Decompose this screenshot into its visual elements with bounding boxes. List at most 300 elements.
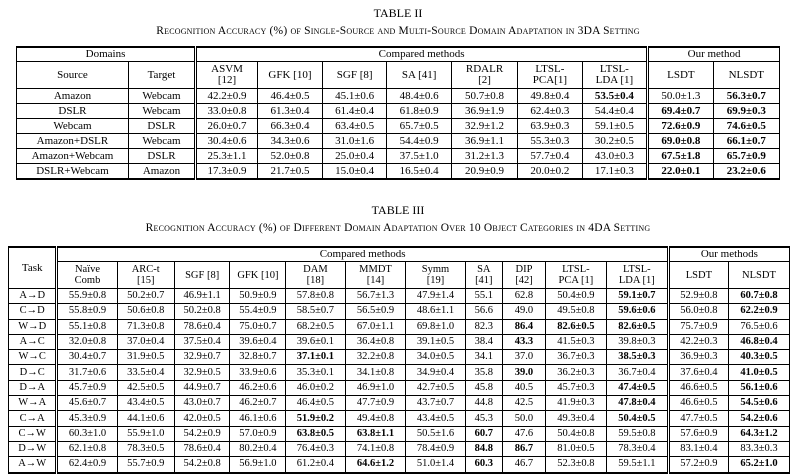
value-cell: 30.2±0.5: [582, 134, 647, 149]
value-cell: 36.7±0.3: [545, 350, 606, 365]
value-cell: 65.7±0.5: [387, 119, 451, 134]
value-cell: 58.5±0.7: [286, 304, 345, 319]
value-cell: 78.3±0.5: [117, 441, 174, 456]
value-cell: 78.4±0.9: [406, 441, 465, 456]
value-cell: 50.4±0.8: [545, 426, 606, 441]
method-header-line: Symm: [421, 264, 450, 275]
value-cell: 83.1±0.4: [668, 441, 728, 456]
value-cell: 31.7±0.6: [57, 365, 117, 380]
value-cell: 82.3: [465, 319, 502, 334]
table-row: [17, 89, 780, 104]
target-cell: Webcam: [128, 104, 195, 119]
value-cell: 34.0±0.5: [406, 350, 465, 365]
value-cell: 17.3±0.9: [196, 164, 258, 180]
asvm-header: ASVM [12]: [196, 62, 258, 89]
value-cell: 43.0±0.3: [582, 149, 647, 164]
value-cell: 54.2±0.9: [174, 426, 230, 441]
value-cell: 64.3±1.2: [728, 426, 789, 441]
value-cell: 34.9±0.4: [406, 365, 465, 380]
value-cell: 45.8: [465, 380, 502, 395]
value-cell: 41.0±0.5: [728, 365, 789, 380]
value-cell: 62.8: [503, 289, 546, 304]
table-row: [9, 289, 790, 304]
value-cell: 55.9±1.0: [117, 426, 174, 441]
value-cell: 65.2±1.0: [728, 457, 789, 473]
task-cell: W→A: [9, 396, 57, 411]
value-cell: 60.3±1.0: [57, 426, 117, 441]
value-cell: 38.4: [465, 334, 502, 349]
value-cell: 37.1±0.1: [286, 350, 345, 365]
value-cell: 53.5±0.4: [582, 89, 647, 104]
value-cell: 46.2±0.6: [230, 380, 286, 395]
value-cell: 57.0±0.9: [230, 426, 286, 441]
value-cell: 69.8±1.0: [406, 319, 465, 334]
value-cell: 56.6: [465, 304, 502, 319]
value-cell: 38.5±0.3: [606, 350, 668, 365]
value-cell: 36.4±0.8: [345, 334, 406, 349]
value-cell: 32.0±0.8: [57, 334, 117, 349]
table-row: [9, 350, 790, 365]
value-cell: 42.2±0.3: [668, 334, 728, 349]
value-cell: 61.2±0.4: [286, 457, 345, 473]
value-cell: 36.9±1.9: [451, 104, 517, 119]
method-header: [728, 262, 789, 289]
table-row: [9, 441, 790, 456]
value-cell: 52.3±0.8: [545, 457, 606, 473]
value-cell: 45.7±0.9: [57, 380, 117, 395]
value-cell: 32.8±0.7: [230, 350, 286, 365]
value-cell: 47.4±0.5: [606, 380, 668, 395]
value-cell: 40.3±0.5: [728, 350, 789, 365]
method-header-line: [19]: [426, 275, 445, 286]
value-cell: 59.1±0.5: [582, 119, 647, 134]
value-cell: 25.3±1.1: [196, 149, 258, 164]
value-cell: 46.7: [503, 457, 546, 473]
value-cell: 55.9±0.8: [57, 289, 117, 304]
value-cell: 45.1±0.6: [322, 89, 386, 104]
value-cell: 34.3±0.6: [258, 134, 323, 149]
value-cell: 48.4±0.6: [387, 89, 451, 104]
method-header-line: [41]: [475, 275, 493, 286]
value-cell: 46.4±0.5: [258, 89, 323, 104]
value-cell: 42.0±0.5: [174, 411, 230, 426]
value-cell: 63.9±0.3: [518, 119, 582, 134]
gfk-header: GFK [10]: [258, 62, 323, 89]
rdalr-header: RDALR [2]: [451, 62, 517, 89]
method-header-line: [42]: [515, 275, 533, 286]
value-cell: 76.5±0.6: [728, 319, 789, 334]
value-cell: 35.8: [465, 365, 502, 380]
value-cell: 55.1: [465, 289, 502, 304]
value-cell: 62.4±0.3: [518, 104, 582, 119]
method-header: [174, 262, 230, 289]
value-cell: 65.7±0.9: [713, 149, 779, 164]
value-cell: 22.0±0.1: [648, 164, 713, 180]
value-cell: 46.4±0.5: [286, 396, 345, 411]
value-cell: 32.9±1.2: [451, 119, 517, 134]
value-cell: 33.9±0.6: [230, 365, 286, 380]
method-header: [465, 262, 502, 289]
value-cell: 46.2±0.7: [230, 396, 286, 411]
value-cell: 39.8±0.3: [606, 334, 668, 349]
value-cell: 61.8±0.9: [387, 104, 451, 119]
value-cell: 36.9±1.1: [451, 134, 517, 149]
value-cell: 23.2±0.6: [713, 164, 779, 180]
value-cell: 57.7±0.4: [518, 149, 582, 164]
value-cell: 55.3±0.3: [518, 134, 582, 149]
value-cell: 45.3±0.9: [57, 411, 117, 426]
compared-group-header-3: Compared methods: [57, 247, 668, 262]
value-cell: 17.1±0.3: [582, 164, 647, 180]
value-cell: 71.3±0.8: [117, 319, 174, 334]
value-cell: 20.9±0.9: [451, 164, 517, 180]
value-cell: 49.4±0.8: [345, 411, 406, 426]
value-cell: 57.2±0.9: [668, 457, 728, 473]
value-cell: 39.6±0.1: [286, 334, 345, 349]
value-cell: 75.7±0.9: [668, 319, 728, 334]
value-cell: 82.6±0.5: [545, 319, 606, 334]
task-cell: C→W: [9, 426, 57, 441]
value-cell: 59.5±1.1: [606, 457, 668, 473]
method-header-line: Naïve: [74, 264, 101, 275]
method-header-line: Comb: [74, 275, 101, 286]
value-cell: 56.3±0.7: [713, 89, 779, 104]
value-cell: 44.1±0.6: [117, 411, 174, 426]
value-cell: 31.2±1.3: [451, 149, 517, 164]
method-header: [606, 262, 668, 289]
value-cell: 54.2±0.8: [174, 457, 230, 473]
value-cell: 51.0±1.4: [406, 457, 465, 473]
value-cell: 51.9±0.2: [286, 411, 345, 426]
ltsl-lda-header: LTSL- LDA [1]: [582, 62, 647, 89]
value-cell: 56.0±0.8: [668, 304, 728, 319]
value-cell: 52.9±0.8: [668, 289, 728, 304]
table-row: [9, 365, 790, 380]
value-cell: 55.7±0.9: [117, 457, 174, 473]
value-cell: 37.5±1.0: [387, 149, 451, 164]
source-cell: Amazon+DSLR: [17, 134, 129, 149]
method-header-line: LTSL-: [562, 264, 590, 275]
method-header-line: SGF [8]: [185, 269, 220, 281]
method-header-line: LSDT: [685, 269, 712, 281]
value-cell: 67.5±1.8: [648, 149, 713, 164]
value-cell: 31.9±0.5: [117, 350, 174, 365]
ours-group-header-3: Our methods: [668, 247, 789, 262]
value-cell: 63.8±1.1: [345, 426, 406, 441]
value-cell: 52.0±0.8: [258, 149, 323, 164]
value-cell: 41.9±0.3: [545, 396, 606, 411]
value-cell: 46.0±0.2: [286, 380, 345, 395]
task-cell: C→D: [9, 304, 57, 319]
value-cell: 56.7±1.3: [345, 289, 406, 304]
table-row: [17, 104, 780, 119]
value-cell: 46.9±1.0: [345, 380, 406, 395]
value-cell: 63.8±0.5: [286, 426, 345, 441]
target-cell: Webcam: [128, 89, 195, 104]
table2-label: TABLE II: [373, 6, 423, 20]
task-cell: W→C: [9, 350, 57, 365]
value-cell: 57.8±0.8: [286, 289, 345, 304]
table-row: [17, 134, 780, 149]
value-cell: 69.9±0.3: [713, 104, 779, 119]
value-cell: 75.0±0.7: [230, 319, 286, 334]
value-cell: 15.0±0.4: [322, 164, 386, 180]
method-header-line: GFK [10]: [237, 269, 279, 281]
table-row: [9, 457, 790, 473]
value-cell: 50.7±0.8: [451, 89, 517, 104]
task-cell: A→W: [9, 457, 57, 473]
method-header: [503, 262, 546, 289]
value-cell: 37.0±0.4: [117, 334, 174, 349]
value-cell: 47.7±0.9: [345, 396, 406, 411]
value-cell: 56.5±0.9: [345, 304, 406, 319]
value-cell: 50.0±1.3: [648, 89, 713, 104]
table2: [16, 46, 780, 180]
value-cell: 74.6±0.5: [713, 119, 779, 134]
value-cell: 32.9±0.7: [174, 350, 230, 365]
table-row: [9, 411, 790, 426]
value-cell: 49.8±0.4: [518, 89, 582, 104]
value-cell: 35.3±0.1: [286, 365, 345, 380]
value-cell: 39.6±0.4: [230, 334, 286, 349]
lsdt-header: LSDT: [648, 62, 713, 89]
domains-group-header: Domains: [17, 47, 196, 62]
value-cell: 45.7±0.3: [545, 380, 606, 395]
value-cell: 61.4±0.4: [322, 104, 386, 119]
task-cell: C→A: [9, 411, 57, 426]
value-cell: 59.6±0.6: [606, 304, 668, 319]
value-cell: 36.9±0.3: [668, 350, 728, 365]
value-cell: 37.6±0.4: [668, 365, 728, 380]
method-header-line: [15]: [136, 275, 155, 286]
value-cell: 50.4±0.5: [606, 411, 668, 426]
source-cell: Webcam: [17, 119, 129, 134]
method-header: [345, 262, 406, 289]
value-cell: 62.4±0.9: [57, 457, 117, 473]
value-cell: 36.2±0.3: [545, 365, 606, 380]
value-cell: 31.0±1.6: [322, 134, 386, 149]
value-cell: 45.6±0.7: [57, 396, 117, 411]
method-header: [406, 262, 465, 289]
value-cell: 78.3±0.4: [606, 441, 668, 456]
value-cell: 57.6±0.9: [668, 426, 728, 441]
value-cell: 34.1±0.8: [345, 365, 406, 380]
value-cell: 37.0: [503, 350, 546, 365]
value-cell: 46.9±1.1: [174, 289, 230, 304]
source-header: Source: [17, 62, 129, 89]
table-row: [17, 149, 780, 164]
value-cell: 60.7±0.8: [728, 289, 789, 304]
value-cell: 74.1±0.8: [345, 441, 406, 456]
value-cell: 32.2±0.8: [345, 350, 406, 365]
source-cell: DSLR+Webcam: [17, 164, 129, 180]
value-cell: 39.0: [503, 365, 546, 380]
value-cell: 50.6±0.8: [117, 304, 174, 319]
value-cell: 43.4±0.5: [406, 411, 465, 426]
value-cell: 43.0±0.7: [174, 396, 230, 411]
value-cell: 48.6±1.1: [406, 304, 465, 319]
target-cell: Amazon: [128, 164, 195, 180]
target-header: Target: [128, 62, 195, 89]
value-cell: 78.6±0.4: [174, 319, 230, 334]
task-cell: W→D: [9, 319, 57, 334]
value-cell: 63.4±0.5: [322, 119, 386, 134]
value-cell: 49.0: [503, 304, 546, 319]
value-cell: 64.6±1.2: [345, 457, 406, 473]
value-cell: 54.5±0.6: [728, 396, 789, 411]
value-cell: 54.4±0.9: [387, 134, 451, 149]
method-header-line: [18]: [306, 275, 325, 286]
value-cell: 67.0±1.1: [345, 319, 406, 334]
method-header-line: ARC-t: [131, 264, 160, 275]
value-cell: 50.2±0.8: [174, 304, 230, 319]
value-cell: 68.2±0.5: [286, 319, 345, 334]
value-cell: 39.1±0.5: [406, 334, 465, 349]
table-row: [9, 396, 790, 411]
value-cell: 47.8±0.4: [606, 396, 668, 411]
value-cell: 42.7±0.5: [406, 380, 465, 395]
target-cell: DSLR: [128, 149, 195, 164]
task-header: Task: [9, 247, 57, 289]
value-cell: 36.7±0.4: [606, 365, 668, 380]
table-row: [9, 334, 790, 349]
value-cell: 50.2±0.7: [117, 289, 174, 304]
target-cell: Webcam: [128, 134, 195, 149]
method-header: [57, 262, 117, 289]
value-cell: 56.9±1.0: [230, 457, 286, 473]
target-cell: DSLR: [128, 119, 195, 134]
value-cell: 49.5±0.8: [545, 304, 606, 319]
method-header: [286, 262, 345, 289]
method-header-line: MMDT: [359, 264, 392, 275]
value-cell: 86.4: [503, 319, 546, 334]
value-cell: 34.1: [465, 350, 502, 365]
value-cell: 80.2±0.4: [230, 441, 286, 456]
value-cell: 41.5±0.3: [545, 334, 606, 349]
compared-group-header: Compared methods: [196, 47, 648, 62]
value-cell: 44.9±0.7: [174, 380, 230, 395]
value-cell: 78.6±0.4: [174, 441, 230, 456]
value-cell: 54.4±0.4: [582, 104, 647, 119]
value-cell: 50.5±1.6: [406, 426, 465, 441]
value-cell: 46.1±0.6: [230, 411, 286, 426]
value-cell: 62.2±0.9: [728, 304, 789, 319]
method-header-line: DAM: [303, 264, 328, 275]
value-cell: 60.7: [465, 426, 502, 441]
value-cell: 62.1±0.8: [57, 441, 117, 456]
task-cell: D→W: [9, 441, 57, 456]
table3-label: TABLE III: [371, 203, 425, 217]
method-header-line: DIP: [515, 264, 533, 275]
value-cell: 30.4±0.7: [57, 350, 117, 365]
task-cell: A→D: [9, 289, 57, 304]
table-row: [9, 304, 790, 319]
value-cell: 40.5: [503, 380, 546, 395]
table-row: [17, 119, 780, 134]
value-cell: 46.6±0.5: [668, 396, 728, 411]
task-cell: A→C: [9, 334, 57, 349]
value-cell: 76.4±0.3: [286, 441, 345, 456]
value-cell: 42.5: [503, 396, 546, 411]
value-cell: 44.8: [465, 396, 502, 411]
value-cell: 33.5±0.4: [117, 365, 174, 380]
sa-header: SA [41]: [387, 62, 451, 89]
method-header: [117, 262, 174, 289]
value-cell: 50.4±0.9: [545, 289, 606, 304]
method-header-line: [14]: [366, 275, 385, 286]
table-row: [9, 319, 790, 334]
method-header-line: NLSDT: [742, 269, 776, 281]
table3: [8, 246, 790, 474]
value-cell: 47.6: [503, 426, 546, 441]
source-cell: Amazon+Webcam: [17, 149, 129, 164]
value-cell: 37.5±0.4: [174, 334, 230, 349]
value-cell: 72.6±0.9: [648, 119, 713, 134]
value-cell: 60.3: [465, 457, 502, 473]
value-cell: 55.4±0.9: [230, 304, 286, 319]
value-cell: 47.7±0.5: [668, 411, 728, 426]
value-cell: 69.0±0.8: [648, 134, 713, 149]
value-cell: 69.4±0.7: [648, 104, 713, 119]
value-cell: 42.2±0.9: [196, 89, 258, 104]
value-cell: 59.1±0.7: [606, 289, 668, 304]
value-cell: 16.5±0.4: [387, 164, 451, 180]
value-cell: 43.3: [503, 334, 546, 349]
value-cell: 55.1±0.8: [57, 319, 117, 334]
method-header-line: LDA [1]: [618, 275, 655, 286]
value-cell: 50.9±0.9: [230, 289, 286, 304]
value-cell: 47.9±1.4: [406, 289, 465, 304]
table-row: [9, 380, 790, 395]
value-cell: 81.0±0.5: [545, 441, 606, 456]
table-row: [17, 164, 780, 180]
value-cell: 21.7±0.5: [258, 164, 323, 180]
value-cell: 82.6±0.5: [606, 319, 668, 334]
value-cell: 61.3±0.4: [258, 104, 323, 119]
method-header: [668, 262, 728, 289]
method-header-line: SA: [477, 264, 491, 275]
method-header: [230, 262, 286, 289]
method-header: [545, 262, 606, 289]
value-cell: 50.0: [503, 411, 546, 426]
method-header-line: PCA [1]: [558, 275, 594, 286]
value-cell: 30.4±0.6: [196, 134, 258, 149]
ltsl-pca-header: LTSL- PCA[1]: [518, 62, 582, 89]
value-cell: 66.3±0.4: [258, 119, 323, 134]
value-cell: 42.5±0.5: [117, 380, 174, 395]
value-cell: 49.3±0.4: [545, 411, 606, 426]
value-cell: 43.7±0.7: [406, 396, 465, 411]
value-cell: 66.1±0.7: [713, 134, 779, 149]
value-cell: 43.4±0.5: [117, 396, 174, 411]
ours-group-header: Our method: [648, 47, 780, 62]
value-cell: 45.3: [465, 411, 502, 426]
table2-caption: Recognition Accuracy (%) of Single-Source and Multi-Source Domain Adaptation in 3DA Setting: [156, 25, 640, 37]
value-cell: 55.8±0.9: [57, 304, 117, 319]
value-cell: 33.0±0.8: [196, 104, 258, 119]
value-cell: 46.6±0.5: [668, 380, 728, 395]
task-cell: D→A: [9, 380, 57, 395]
value-cell: 84.8: [465, 441, 502, 456]
value-cell: 56.1±0.6: [728, 380, 789, 395]
task-cell: D→C: [9, 365, 57, 380]
nlsdt-header: NLSDT: [713, 62, 779, 89]
sgf-header: SGF [8]: [322, 62, 386, 89]
value-cell: 26.0±0.7: [196, 119, 258, 134]
table-row: [9, 426, 790, 441]
method-header-line: LTSL-: [623, 264, 651, 275]
table3-caption: Recognition Accuracy (%) of Different Domain Adaptation Over 10 Object Categories in 4DA Setting: [145, 222, 651, 234]
